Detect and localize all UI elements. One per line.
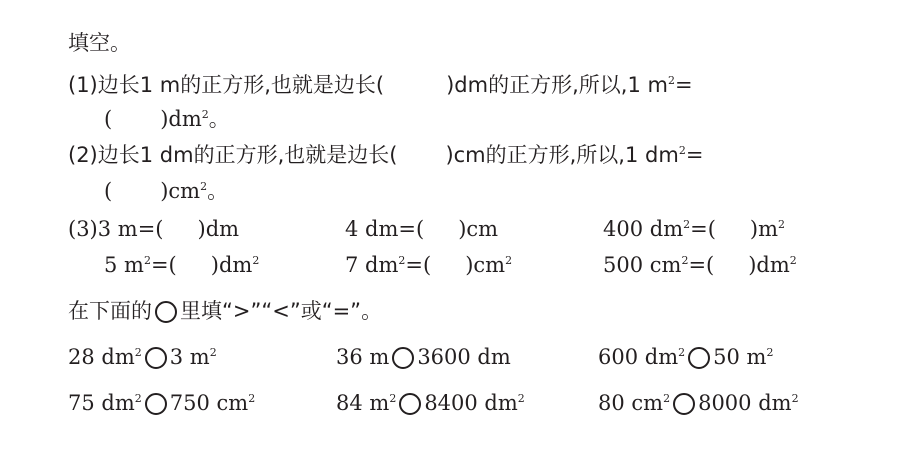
superscript-2: 2 [778, 218, 786, 231]
q1-prefix: (1)边长1 m的正方形,也就是边长( [68, 73, 385, 97]
compare-circle-r2c2[interactable] [399, 393, 421, 415]
q2-line2-close: )cm [160, 179, 201, 203]
question-1-line-1 [68, 72, 693, 98]
q2-line2-open: ( [104, 179, 113, 203]
compare-circle-r1c3[interactable] [688, 347, 710, 369]
q1-line2-open: ( [104, 107, 113, 131]
question-1-line-2 [104, 106, 230, 132]
compare-r1c1: 28 $dm^2$ 3 $m^2$ [68, 345, 217, 369]
circle-icon [155, 301, 177, 323]
compare-r1c3: 600 $dm^2$ 50 $m^2$ [598, 345, 774, 369]
superscript-2: 2 [791, 392, 799, 405]
q1-middle: )dm的正方形,所以,1 m [446, 73, 668, 97]
superscript-2: 2 [200, 180, 208, 193]
superscript-2: 2 [201, 108, 209, 121]
question-3-row-2-item-2: 7 $dm^2=$( )$cm^2$ [345, 253, 513, 277]
superscript-2: 2 [389, 392, 397, 405]
superscript-2: 2 [683, 218, 691, 231]
compare-r2c3: 80 $cm^2$ 8000 $dm^2$ [598, 391, 799, 415]
section-title-compare: 在下面的 里填“>”“<”或“=”。 [68, 299, 383, 323]
q3-label: (3) [68, 217, 98, 241]
q2-suffix: = [685, 143, 704, 167]
question-3-row-2-item-1: 5 $m^2=$( )$dm^2$ [104, 253, 260, 277]
superscript-2: 2 [678, 346, 686, 359]
superscript-2: 2 [209, 346, 217, 359]
superscript-2: 2 [517, 392, 525, 405]
compare-circle-r1c2[interactable] [392, 347, 414, 369]
superscript-2: 2 [143, 254, 151, 267]
q2-line2-end: 。 [207, 179, 229, 203]
question-3-row-1-item-1: (3)3 m=( )dm [68, 217, 240, 241]
q1-suffix: = [674, 73, 693, 97]
q1-line2-close: )dm [160, 107, 202, 131]
superscript-2: 2 [678, 144, 686, 157]
q2-prefix: (2)边长1 dm的正方形,也就是边长( [68, 143, 398, 167]
superscript-2: 2 [252, 254, 260, 267]
compare-r2c1: 75 $dm^2$ 750 $cm^2$ [68, 391, 256, 415]
q1-line2-end: 。 [208, 107, 230, 131]
superscript-2: 2 [248, 392, 256, 405]
superscript-2: 2 [398, 254, 406, 267]
compare-circle-r1c1[interactable] [145, 347, 167, 369]
q2-middle: )cm的正方形,所以,1 dm [445, 143, 679, 167]
superscript-2: 2 [681, 254, 689, 267]
superscript-2: 2 [789, 254, 797, 267]
question-2-line-2 [104, 178, 228, 204]
superscript-2: 2 [134, 346, 142, 359]
compare-circle-r2c3[interactable] [673, 393, 695, 415]
section-title-fill: 填空。 [68, 31, 131, 55]
superscript-2: 2 [667, 74, 675, 87]
question-3-row-1-item-3: 400 $dm^2=$( )$m^2$ [603, 217, 786, 241]
question-3-row-1-item-2: 4 dm=( )cm [345, 217, 499, 241]
superscript-2: 2 [505, 254, 513, 267]
question-2-line-1 [68, 142, 703, 168]
superscript-2: 2 [663, 392, 671, 405]
compare-circle-r2c1[interactable] [145, 393, 167, 415]
compare-r1c2: 36 m 3600 dm [336, 345, 511, 369]
superscript-2: 2 [134, 392, 142, 405]
compare-r2c2: 84 $m^2$ 8400 $dm^2$ [336, 391, 525, 415]
question-3-row-2-item-3: 500 $cm^2=$( )$dm^2$ [603, 253, 797, 277]
superscript-2: 2 [766, 346, 774, 359]
